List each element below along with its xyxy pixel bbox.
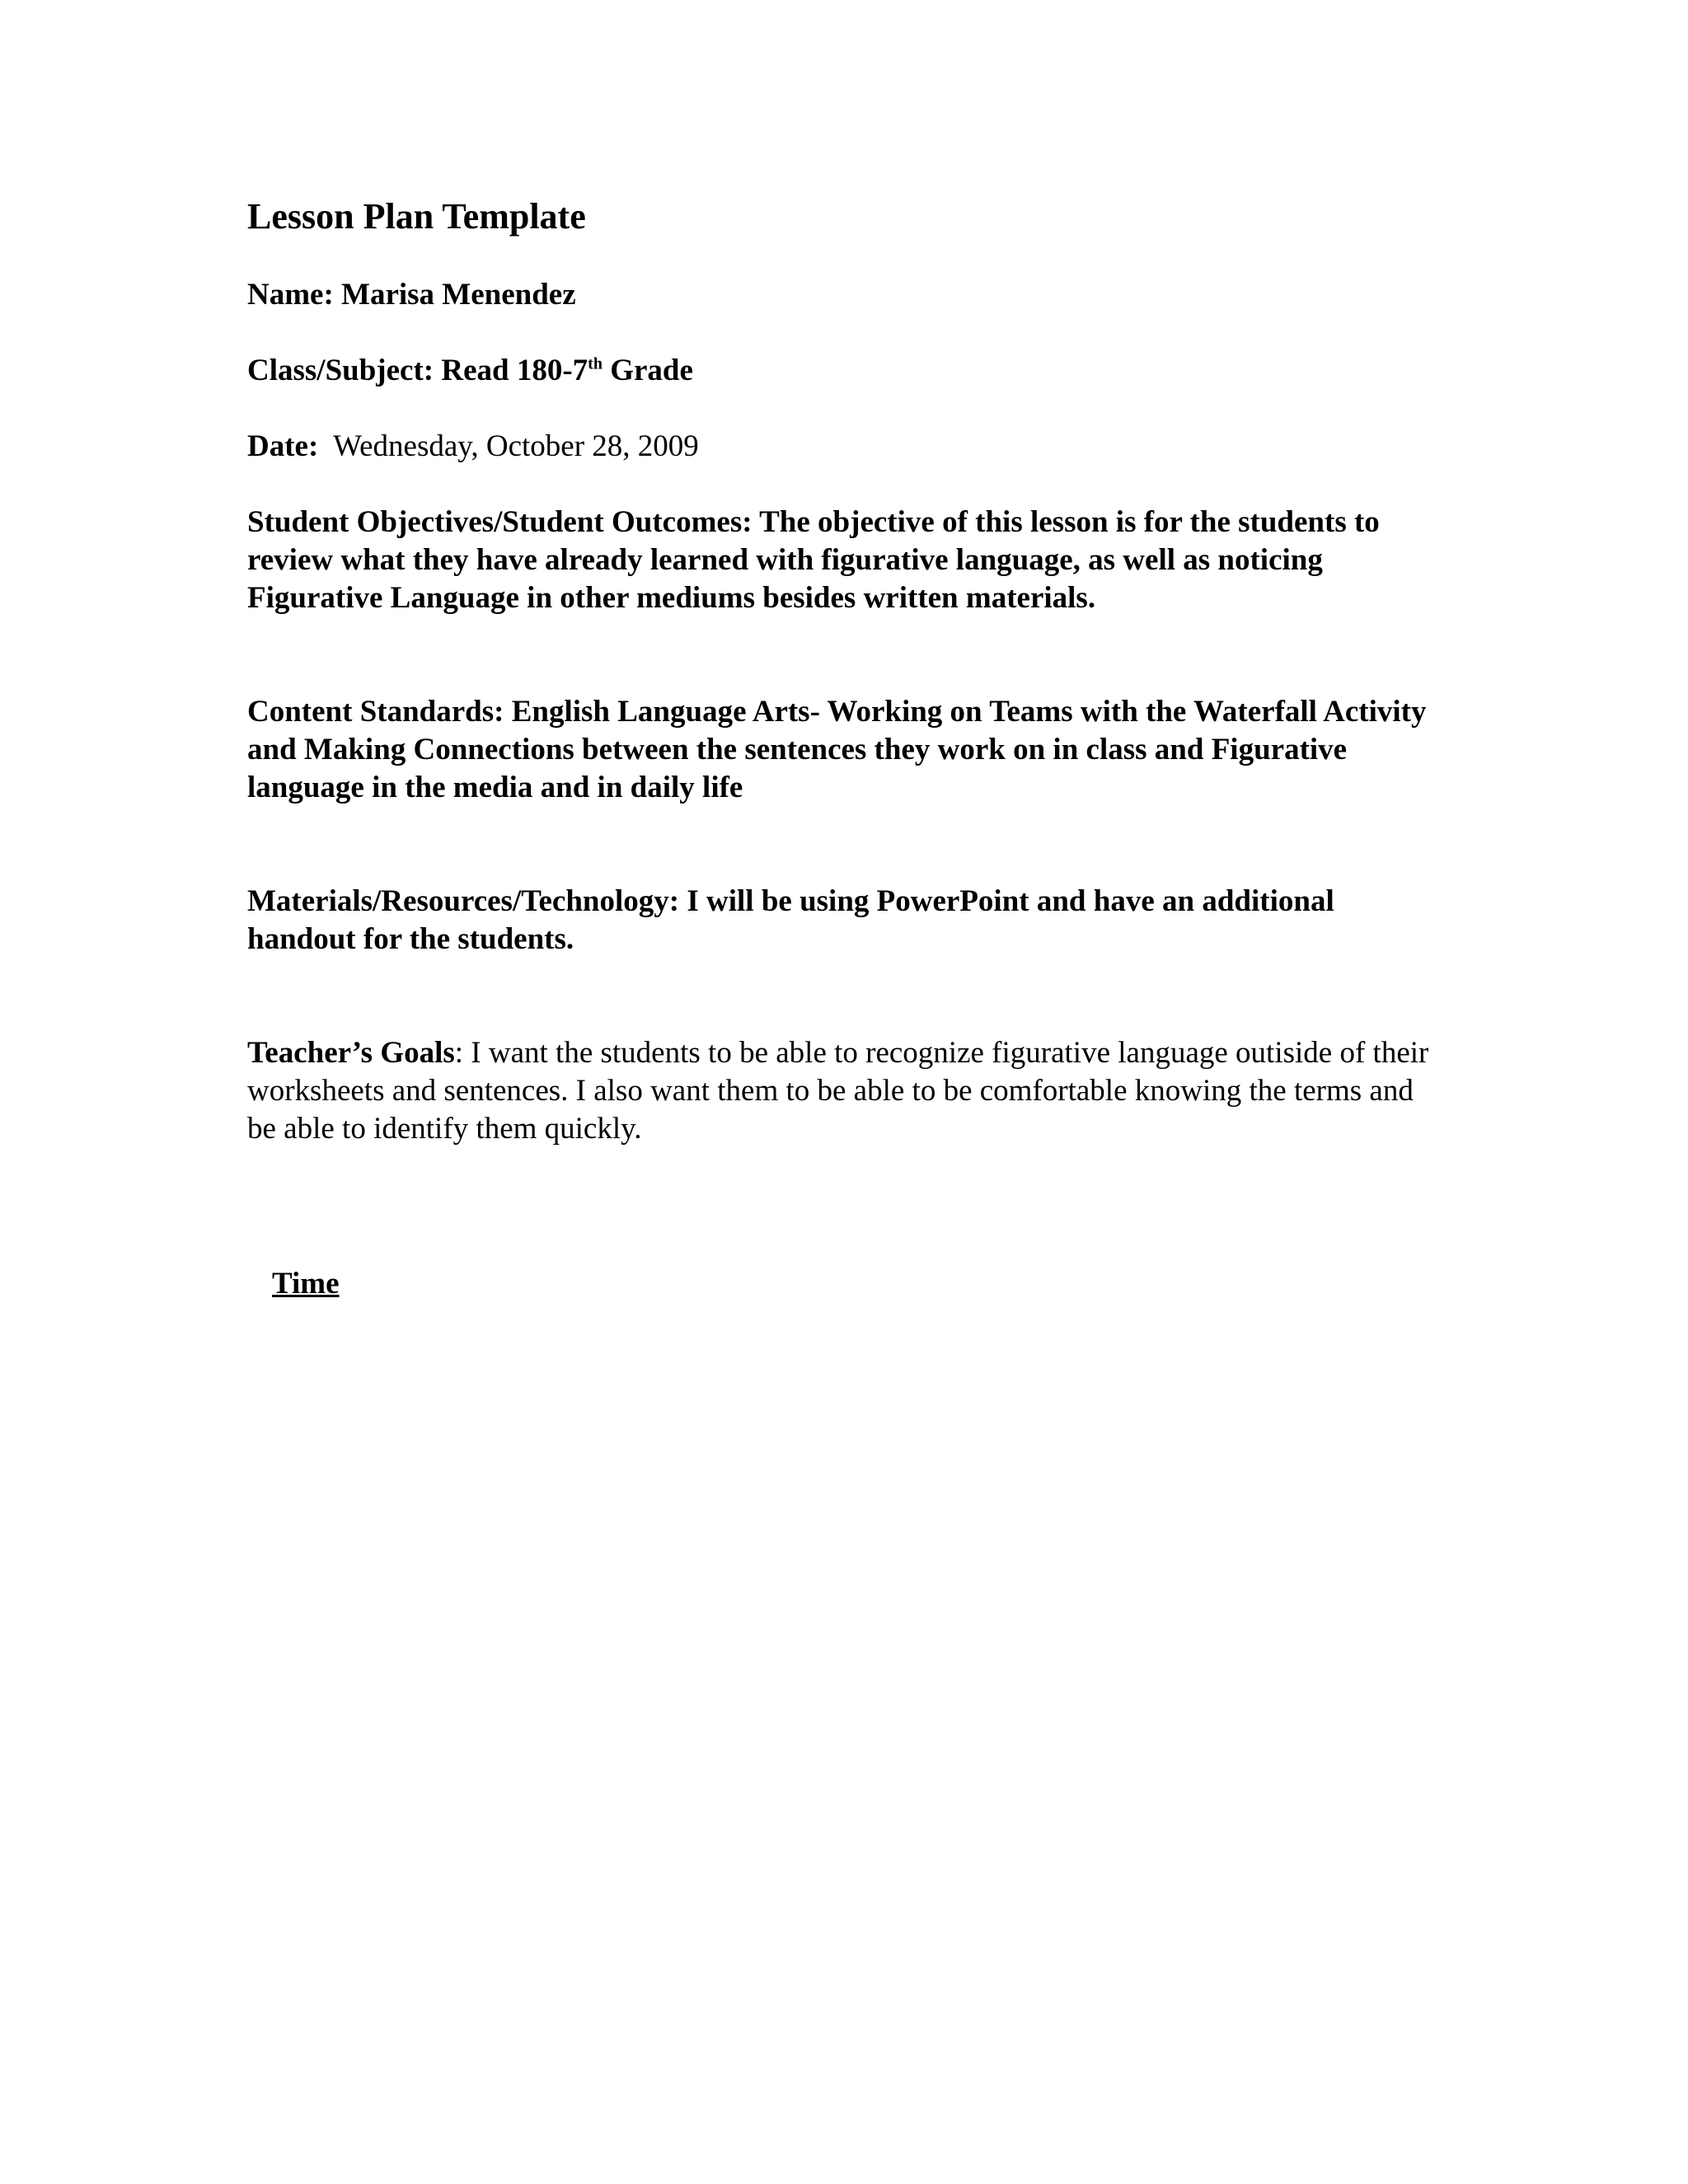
- lesson-plan-content: [247, 192, 1442, 1303]
- class-subject-prefix: Class/Subject: Read 180-7: [247, 354, 588, 387]
- materials-paragraph: Materials/Resources/Technology: I will be using PowerPoint and have an additional handout for the students.: [247, 884, 1334, 956]
- grade-ordinal-suffix: th: [588, 354, 603, 373]
- content-standards-paragraph: Content Standards: English Language Arts- Working on Teams with the Waterfall Activity and Making Connections between the sentences they work on in class and Figurative language in the media and in daily life: [247, 695, 1427, 804]
- teachers-goals-label: Teacher’s Goals: [247, 1036, 455, 1070]
- student-objectives-paragraph: Student Objectives/Student Outcomes: The objective of this lesson is for the students to review what they have already learned with figurative language, as well as noticing Figurative Language in other mediums besides written materials.: [247, 505, 1380, 615]
- document-title: Lesson Plan Template: [247, 196, 586, 237]
- date-value: Wednesday, October 28, 2009: [333, 429, 699, 463]
- teachers-goals-paragraph: [247, 1034, 1442, 1148]
- date-field: [247, 428, 1442, 466]
- class-subject-field: [247, 352, 1442, 390]
- name-text: Name: Marisa Menendez: [247, 278, 576, 312]
- class-subject-suffix: Grade: [602, 354, 693, 387]
- date-label: Date:: [247, 429, 319, 463]
- name-field: [247, 276, 1442, 314]
- teachers-goals-text: : I want the students to be able to recognize figurative language outiside of their worksheets and sentences. I also want them to be able to be comfortable knowing the terms and be able to identify them quickly.: [247, 1036, 1429, 1146]
- time-heading: Time: [272, 1267, 340, 1301]
